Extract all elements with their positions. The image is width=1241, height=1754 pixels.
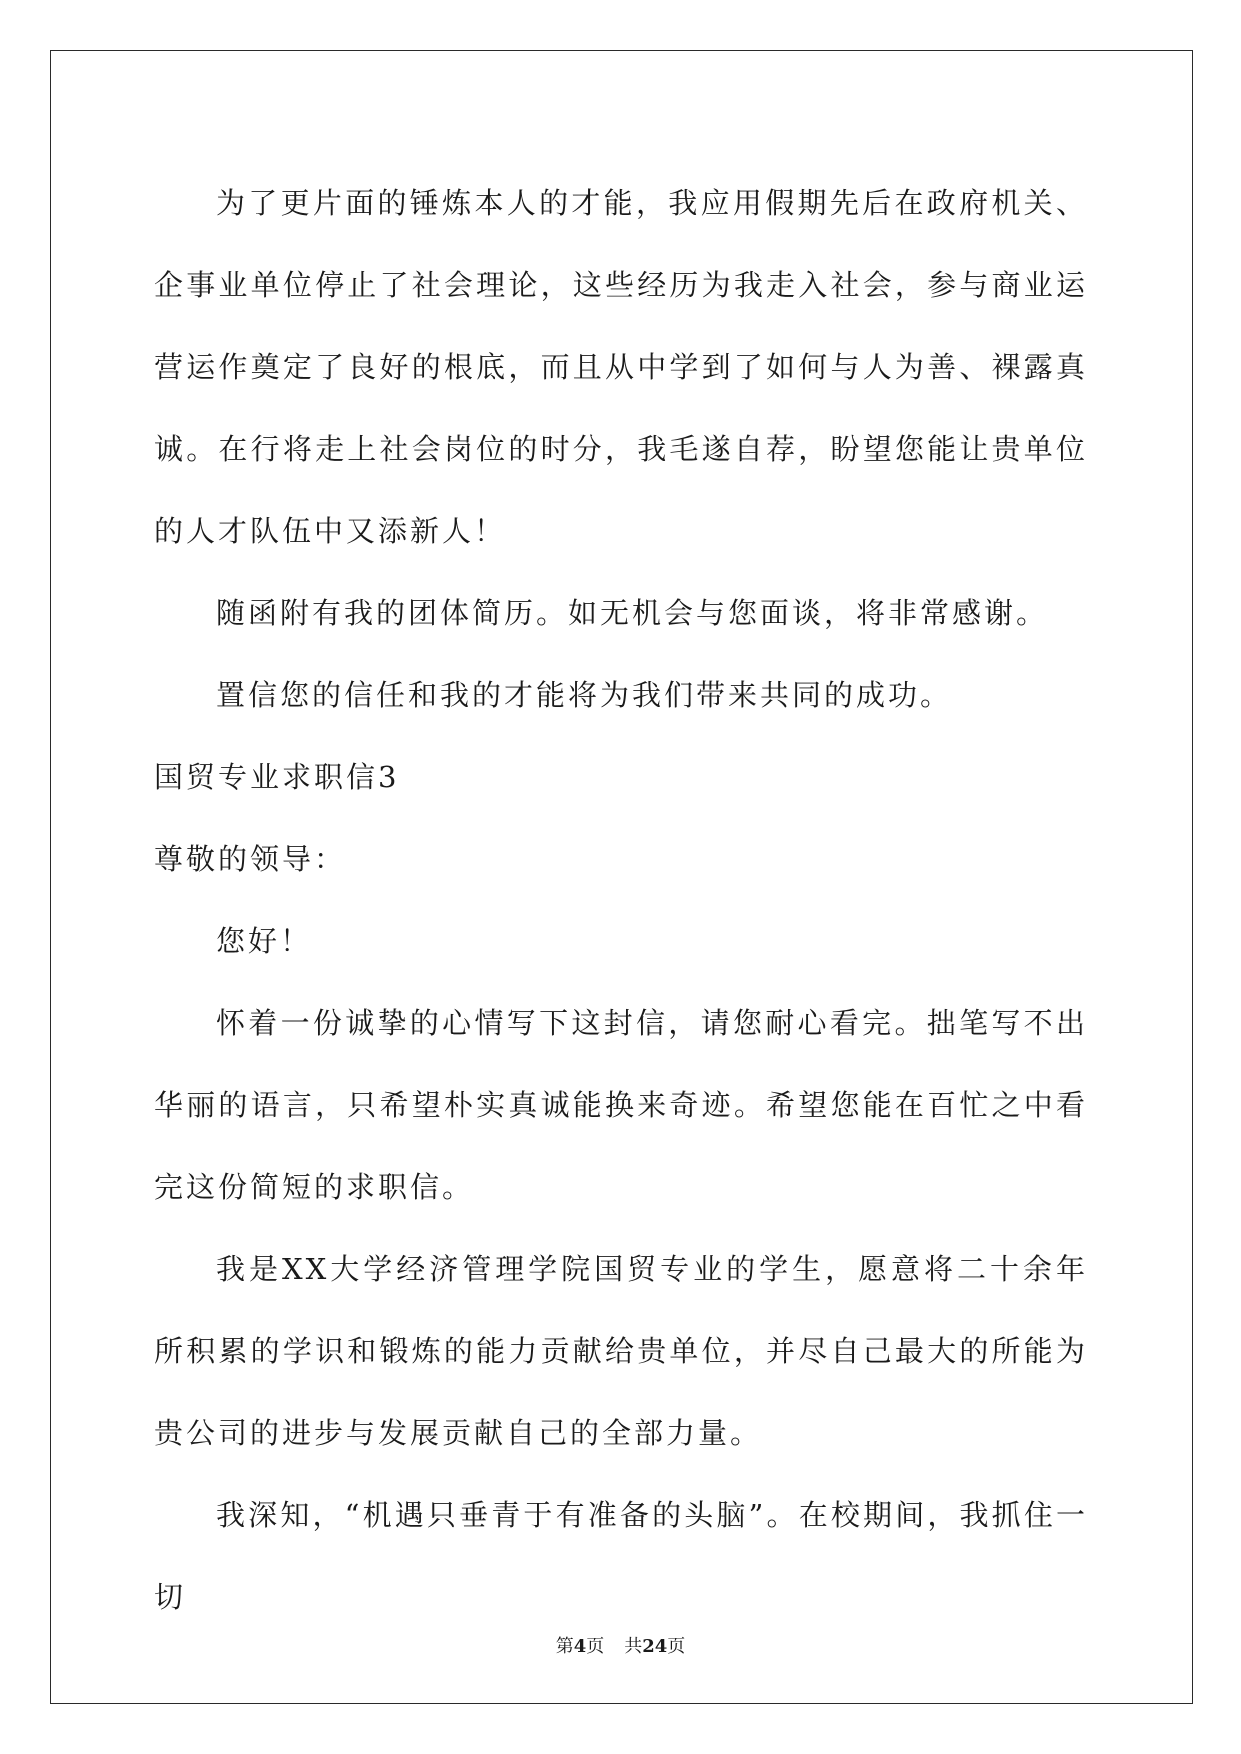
section-heading: 国贸专业求职信3 — [154, 760, 400, 794]
footer-page-number: 4 — [573, 1636, 587, 1657]
paragraph-self-introduction: 我是XX大学经济管理学院国贸专业的学生，愿意将二十余年所积累的学识和锻炼的能力贡献给贵单位，并尽自己最大的所能为贵公司的进步与发展贡献自己的全部力量。 — [154, 1252, 1088, 1450]
paragraph-confidence: 置信您的信任和我的才能将为我们带来共同的成功。 — [216, 678, 953, 712]
footer-total-prefix: 共 — [624, 1636, 643, 1657]
paragraph-intro: 怀着一份诚挚的心情写下这封信，请您耐心看完。拙笔写不出华丽的语言，只希望朴实真诚能换来奇迹。希望您能在百忙之中看完这份简短的求职信。 — [154, 1006, 1088, 1204]
paragraph-resume-attached: 随函附有我的团体简历。如无机会与您面谈，将非常感谢。 — [216, 596, 1049, 630]
footer-page-suffix: 页 — [586, 1636, 605, 1657]
footer-total-suffix: 页 — [667, 1636, 686, 1657]
footer-total-pages: 24 — [642, 1636, 668, 1657]
paragraph-opportunity: 我深知，“机遇只垂青于有准备的头脑”。在校期间，我抓住一切 — [154, 1498, 1088, 1614]
paragraph-practice-experience: 为了更片面的锤炼本人的才能，我应用假期先后在政府机关、企事业单位停止了社会理论，这些经历为我走入社会，参与商业运营运作奠定了良好的根底，而且从中学到了如何与人为善、裸露真诚。在行将走上社会岗位的时分，我毛遂自荐，盼望您能让贵单位的人才队伍中又添新人！ — [154, 186, 1088, 548]
salutation: 尊敬的领导： — [154, 842, 347, 876]
page-footer — [0, 1632, 1241, 1658]
document-body — [154, 162, 1088, 1638]
footer-page-prefix: 第 — [555, 1636, 574, 1657]
greeting: 您好！ — [216, 924, 313, 958]
